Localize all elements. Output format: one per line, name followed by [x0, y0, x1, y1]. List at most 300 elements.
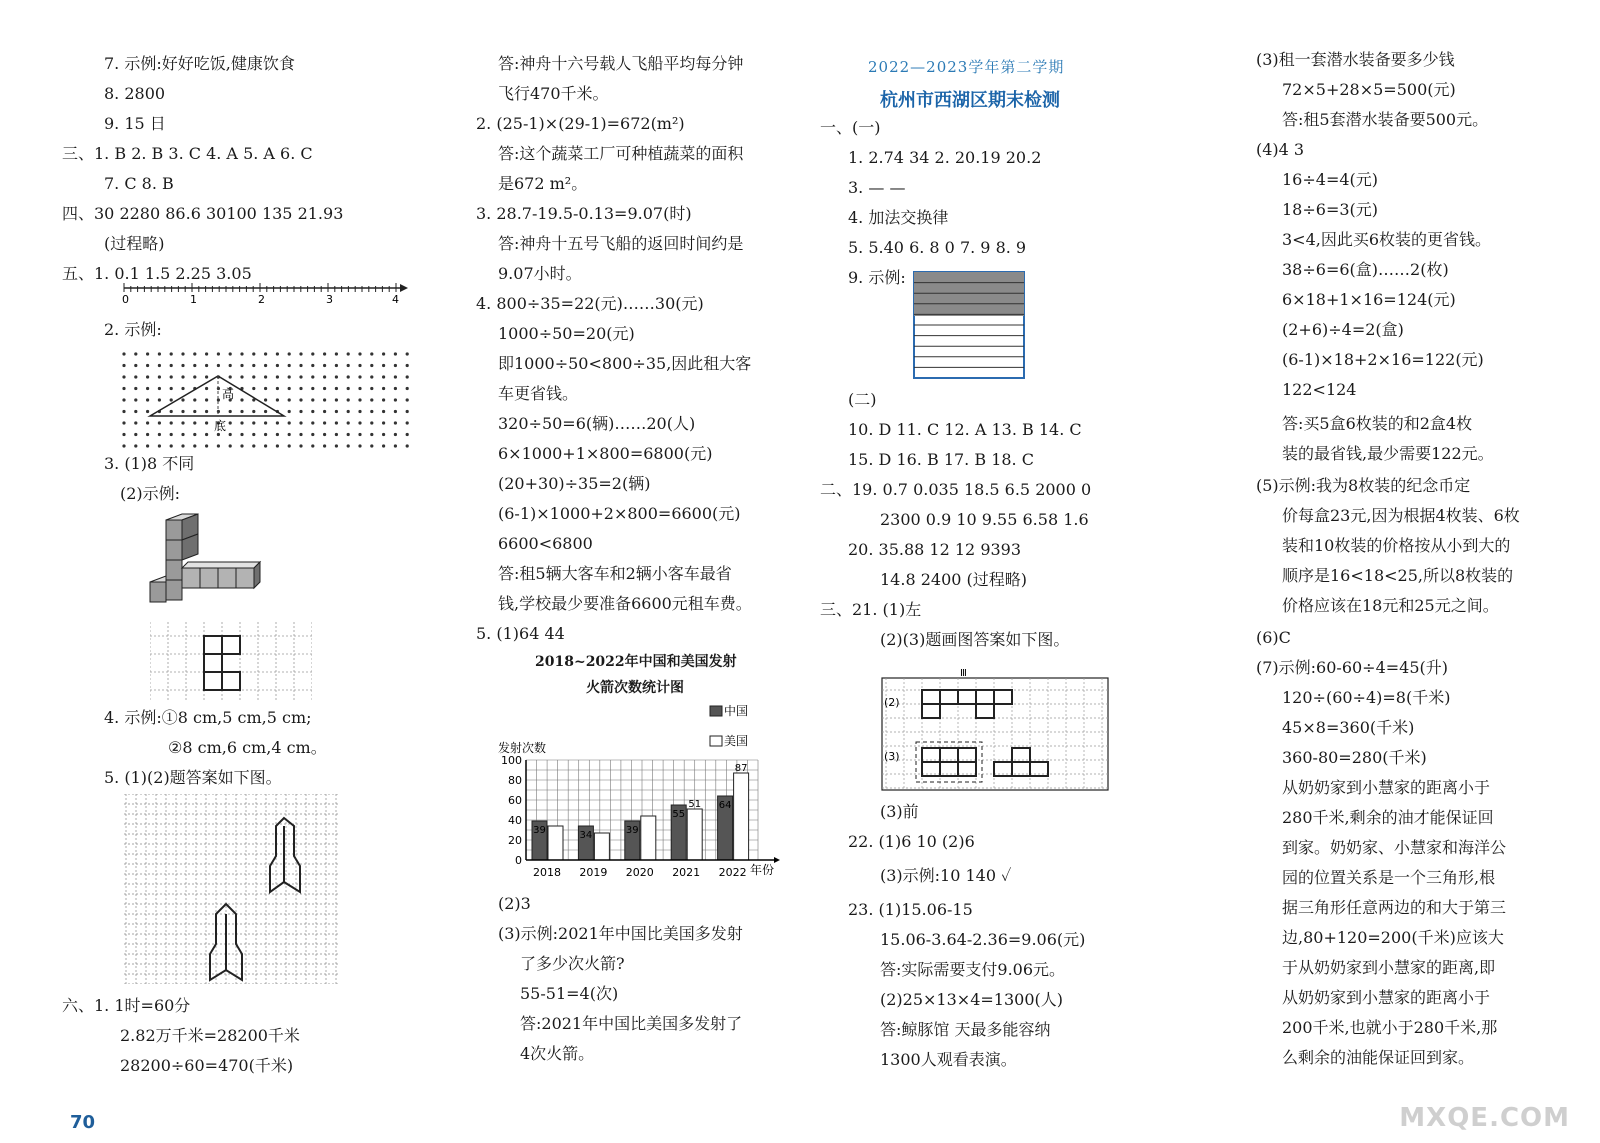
grid-dot — [134, 387, 137, 390]
grid-dot — [276, 352, 279, 355]
answer-line: 9.07小时。 — [498, 264, 582, 283]
grid-dot — [240, 421, 243, 424]
answer-line: 1. 2.74 34 2. 20.19 20.2 — [848, 148, 1042, 167]
bar-value-label: 87 — [734, 763, 748, 774]
grid-dot — [382, 444, 385, 447]
grid-dot — [264, 364, 267, 367]
answer-line: 六、1. 1时=60分 — [62, 996, 191, 1015]
grid-dot — [229, 433, 232, 436]
grid-dot — [229, 410, 232, 413]
grid-dot — [170, 375, 173, 378]
bar-chart — [496, 700, 784, 882]
answer-line: 9. 15 日 — [104, 114, 166, 133]
answer-line: 9. 示例: — [848, 268, 906, 287]
answer-line: 答:神舟十六号载人飞船平均每分钟 — [498, 54, 744, 73]
grid-dot — [181, 375, 184, 378]
grid-dot — [146, 352, 149, 355]
answer-line: 车更省钱。 — [498, 384, 579, 403]
answer-line: (3)前 — [880, 802, 919, 821]
cube-structure — [148, 512, 268, 608]
grid-dot — [205, 387, 208, 390]
grid-dot — [146, 387, 149, 390]
grid-dot — [193, 444, 196, 447]
grid-dot — [240, 410, 243, 413]
grid-dot — [370, 398, 373, 401]
grid-dot — [264, 398, 267, 401]
grid-dot — [229, 375, 232, 378]
grid-dot — [217, 433, 220, 436]
answer-line: 二、19. 0.7 0.035 18.5 6.5 2000 0 — [820, 480, 1092, 499]
grid-dot — [205, 433, 208, 436]
grid-dot — [335, 410, 338, 413]
grid-dot — [134, 444, 137, 447]
grid-dot — [252, 421, 255, 424]
grid-dot — [205, 410, 208, 413]
answer-line: 4. 加法交换律 — [848, 208, 949, 227]
grid-dot — [382, 433, 385, 436]
answer-line: (6-1)×1000+2×800=6600(元) — [498, 504, 741, 523]
grid-dot — [276, 398, 279, 401]
watermark: MXQE.COM — [1399, 1103, 1570, 1133]
grid-dot — [217, 364, 220, 367]
grid-dot — [170, 364, 173, 367]
grid-dot — [193, 421, 196, 424]
grid-dot — [122, 375, 125, 378]
answer-line: 四、30 2280 86.6 30100 135 21.93 — [62, 204, 344, 223]
grid-dot — [288, 387, 291, 390]
answer-line: 7. C 8. B — [104, 174, 174, 193]
grid-dot — [181, 352, 184, 355]
grid-dot — [193, 410, 196, 413]
grid-dot — [288, 421, 291, 424]
answer-line: 么剩余的油能保证回到家。 — [1282, 1048, 1475, 1067]
grid-dot — [276, 421, 279, 424]
grid-dot — [335, 387, 338, 390]
answer-line: (5)示例:我为8枚装的纪念币定 — [1256, 476, 1471, 495]
answer-line: 是672 m²。 — [498, 174, 588, 193]
grid-dot — [252, 433, 255, 436]
answer-line: 钱,学校最少要准备6600元租车费。 — [498, 594, 752, 613]
answer-line: 16÷4=4(元) — [1282, 170, 1379, 189]
answer-line: (6-1)×18+2×16=122(元) — [1282, 350, 1484, 369]
grid-dot — [347, 398, 350, 401]
grid-dot — [335, 364, 338, 367]
grid-dot — [240, 444, 243, 447]
answer-line: 价每盒23元,因为根据4枚装、6枚 — [1282, 506, 1520, 525]
answer-line: 于从奶奶家到小慧家的距离,即 — [1282, 958, 1496, 977]
answer-line: 据三角形任意两边的和大于第三 — [1282, 898, 1507, 917]
grid-dot — [335, 398, 338, 401]
y-tick-label: 20 — [508, 834, 522, 847]
grid-dot — [382, 375, 385, 378]
grid-dot — [205, 398, 208, 401]
answer-line: (二) — [848, 390, 877, 409]
legend-label: 美国 — [724, 734, 749, 748]
grid-label: (3) — [884, 750, 900, 763]
answer-line: 飞行470千米。 — [498, 84, 609, 103]
answer-line: (3)租一套潜水装备要多少钱 — [1256, 50, 1455, 69]
answer-line: 三、21. (1)左 — [820, 600, 922, 619]
grid-dot — [358, 375, 361, 378]
chart-subtitle: 火箭次数统计图 — [586, 680, 684, 696]
grid-dot — [170, 352, 173, 355]
answer-line: 即1000÷50<800÷35,因此租大客 — [498, 354, 752, 373]
grid-dot — [394, 352, 397, 355]
bar-value-label: 39 — [533, 825, 546, 836]
answer-line: 14.8 2400 (过程略) — [880, 570, 1028, 589]
grid-dot — [122, 433, 125, 436]
triangle — [150, 376, 284, 416]
grid-dot — [299, 444, 302, 447]
fraction-rectangle — [912, 270, 1032, 382]
answer-line: 320÷50=6(辆)……20(人) — [498, 414, 696, 433]
answer-line: 5. 5.40 6. 8 0 7. 9 8. 9 — [848, 238, 1027, 257]
grid-dot — [347, 433, 350, 436]
grid-dot — [158, 398, 161, 401]
answer-line: 2. (25-1)×(29-1)=672(m²) — [476, 114, 685, 133]
bar-value-label: 55 — [672, 809, 686, 820]
grid-dot — [406, 387, 409, 390]
answer-line: 280千米,剩余的油才能保证回 — [1282, 808, 1494, 827]
grid-dot — [358, 410, 361, 413]
grid-dot — [134, 410, 137, 413]
grid-dot — [122, 352, 125, 355]
grid-dot — [394, 410, 397, 413]
answer-line: 120÷(60÷4)=8(千米) — [1282, 688, 1451, 707]
grid-dot — [205, 364, 208, 367]
grid-dot — [335, 444, 338, 447]
grid-dot — [347, 444, 350, 447]
answer-line: 价格应该在18元和25元之间。 — [1282, 596, 1499, 615]
answer-line: 1000÷50=20(元) — [498, 324, 635, 343]
grid-dot — [323, 375, 326, 378]
answer-line: 答:2021年中国比美国多发射了 — [520, 1014, 743, 1033]
answer-line: 28200÷60=470(千米) — [120, 1056, 294, 1075]
grid-dot — [276, 387, 279, 390]
grid-dot — [299, 398, 302, 401]
grid-dot — [370, 387, 373, 390]
grid-dot — [311, 444, 314, 447]
grid-dot — [240, 398, 243, 401]
answer-line: 4次火箭。 — [520, 1044, 595, 1063]
grid-dot — [406, 364, 409, 367]
number-line-tick: 4 — [392, 293, 399, 306]
grid-dot — [181, 444, 184, 447]
grid-dot — [134, 375, 137, 378]
grid-dot — [134, 421, 137, 424]
answer-line: 从奶奶家到小慧家的距离小于 — [1282, 988, 1491, 1007]
grid-dot — [181, 364, 184, 367]
grid-dot — [193, 352, 196, 355]
answer-line: 答:实际需要支付9.06元。 — [880, 960, 1066, 979]
grid-dot — [335, 352, 338, 355]
grid-dot — [394, 375, 397, 378]
grid-dot — [394, 387, 397, 390]
grid-dot — [229, 444, 232, 447]
grid-dot — [358, 387, 361, 390]
grid-dot — [394, 444, 397, 447]
grid-dot — [347, 375, 350, 378]
answer-line: 边,80+120=200(千米)应该大 — [1282, 928, 1504, 947]
answer-line: 5. (1)64 44 — [476, 624, 565, 643]
number-line-tick: 0 — [122, 293, 129, 306]
answer-line: 五、1. 0.1 1.5 2.25 3.05 — [62, 264, 252, 283]
page-number: 70 — [70, 1112, 96, 1133]
grid-dot — [323, 444, 326, 447]
grid-dot — [146, 421, 149, 424]
grid-dot — [158, 444, 161, 447]
grid-dot — [217, 444, 220, 447]
grid-dot — [358, 364, 361, 367]
grid-dot — [193, 398, 196, 401]
drawing-grid — [880, 664, 1112, 794]
grid-dot — [193, 364, 196, 367]
bar-value-label: 39 — [625, 825, 639, 836]
grid-dot — [370, 444, 373, 447]
answer-line: 360-80=280(千米) — [1282, 748, 1427, 767]
grid-dot — [158, 387, 161, 390]
answer-line: 55-51=4(次) — [520, 984, 619, 1003]
answer-line: (4)4 3 — [1256, 140, 1305, 159]
answer-line: 20. 35.88 12 12 9393 — [848, 540, 1022, 559]
grid-dot — [311, 410, 314, 413]
grid-dot — [323, 364, 326, 367]
grid-dot — [382, 364, 385, 367]
answer-line: 5. (1)(2)题答案如下图。 — [104, 768, 282, 787]
answer-line: 答:这个蔬菜工厂可种植蔬菜的面积 — [498, 144, 744, 163]
grid-dot — [323, 398, 326, 401]
answer-line: (过程略) — [104, 234, 165, 253]
legend-label: 中国 — [724, 704, 749, 718]
legend-swatch-china — [710, 706, 722, 716]
grid-dot — [170, 444, 173, 447]
x-axis-label: 年份 — [750, 863, 775, 877]
answer-line: 答:鲸豚馆 天最多能容纳 — [880, 1020, 1051, 1039]
grid-dot — [252, 352, 255, 355]
answer-line: (3)示例:2021年中国比美国多发射 — [498, 924, 743, 943]
grid-dot — [158, 352, 161, 355]
grid-dot — [311, 375, 314, 378]
grid-dot — [276, 433, 279, 436]
triangle-label: 底 — [214, 419, 227, 433]
grid-dot — [311, 398, 314, 401]
grid-dot — [394, 398, 397, 401]
grid-dot — [382, 387, 385, 390]
number-line-tick: 1 — [190, 293, 197, 306]
grid-dot — [311, 352, 314, 355]
answer-line: (7)示例:60-60÷4=45(升) — [1256, 658, 1449, 677]
bar-value-label: 64 — [718, 800, 732, 811]
answer-line: 18÷6=3(元) — [1282, 200, 1379, 219]
grid-dot — [311, 364, 314, 367]
grid-dot — [382, 421, 385, 424]
grid-dot — [122, 410, 125, 413]
answer-line: 23. (1)15.06-15 — [848, 900, 973, 919]
grid-dot — [146, 433, 149, 436]
grid-dot — [382, 398, 385, 401]
grid-dot — [288, 364, 291, 367]
grid-dot — [122, 444, 125, 447]
grid-dot — [299, 375, 302, 378]
answer-line: 4. 示例:①8 cm,5 cm,5 cm; — [104, 708, 312, 727]
grid-dot — [406, 421, 409, 424]
grid-dot — [311, 387, 314, 390]
bar-value-label: 34 — [579, 830, 593, 841]
y-tick-label: 60 — [508, 794, 522, 807]
grid-dot — [288, 433, 291, 436]
number-line-tick: 2 — [258, 293, 265, 306]
grid-dot — [122, 387, 125, 390]
section-header-year: 2022—2023学年第二学期 — [868, 58, 1065, 76]
grid-dot — [288, 444, 291, 447]
grid-dot — [170, 410, 173, 413]
grid-dot — [276, 375, 279, 378]
grid-dot — [193, 433, 196, 436]
answer-line: 6600<6800 — [498, 534, 593, 553]
x-tick-label: 2019 — [579, 866, 608, 879]
grid-label: (2) — [884, 696, 900, 709]
grid-dot — [347, 387, 350, 390]
answer-line: (2)3 — [498, 894, 531, 913]
y-axis-label: 发射次数 — [498, 741, 547, 755]
grid-dot — [311, 433, 314, 436]
grid-dot — [134, 352, 137, 355]
grid-dot — [347, 364, 350, 367]
grid-dot — [181, 387, 184, 390]
answer-line: ②8 cm,6 cm,4 cm。 — [168, 738, 327, 757]
grid-dot — [370, 375, 373, 378]
chart-title: 2018~2022年中国和美国发射 — [535, 654, 737, 670]
number-line — [120, 282, 410, 306]
answer-line: 6×1000+1×800=6800(元) — [498, 444, 713, 463]
grid-dot — [299, 364, 302, 367]
grid-dot — [146, 375, 149, 378]
grid-dot — [406, 398, 409, 401]
x-tick-label: 2022 — [718, 866, 747, 879]
grid-dot — [146, 364, 149, 367]
grid-dot — [299, 352, 302, 355]
answer-line: 15. D 16. B 17. B 18. C — [848, 450, 1034, 469]
grid-dot — [382, 352, 385, 355]
answer-line: 122<124 — [1282, 380, 1357, 399]
answer-line: 装和10枚装的价格按从小到大的 — [1282, 536, 1511, 555]
grid-dot — [122, 364, 125, 367]
grid-dot — [264, 421, 267, 424]
answer-line: 三、1. B 2. B 3. C 4. A 5. A 6. C — [62, 144, 313, 163]
grid-dot — [146, 410, 149, 413]
grid-dot — [158, 433, 161, 436]
answer-line: 2300 0.9 10 9.55 6.58 1.6 — [880, 510, 1089, 529]
answer-line: 1300人观看表演。 — [880, 1050, 1017, 1069]
grid-dot — [170, 387, 173, 390]
bar-usa — [548, 826, 563, 860]
answer-line: (2+6)÷4=2(盒) — [1282, 320, 1404, 339]
grid-dot — [358, 433, 361, 436]
x-tick-label: 2018 — [533, 866, 561, 879]
answer-line: 答:神舟十五号飞船的返回时间约是 — [498, 234, 744, 253]
grid-dot — [370, 421, 373, 424]
answer-line: 4. 800÷35=22(元)……30(元) — [476, 294, 704, 313]
answer-line: 一、(一) — [820, 118, 881, 137]
grid-dot — [288, 352, 291, 355]
grid-dot — [347, 410, 350, 413]
grid-dot — [276, 364, 279, 367]
grid-dot — [240, 364, 243, 367]
grid-dot — [335, 433, 338, 436]
grid-dot — [146, 444, 149, 447]
grid-dot — [370, 433, 373, 436]
grid-dot — [170, 421, 173, 424]
grid-dot — [370, 410, 373, 413]
grid-dot — [358, 352, 361, 355]
triangle-label: 高 — [222, 387, 235, 401]
grid-dot — [205, 444, 208, 447]
answer-line: 72×5+28×5=500(元) — [1282, 80, 1456, 99]
rocket-grid — [124, 794, 338, 984]
grid-dot — [252, 387, 255, 390]
number-line-tick: 3 — [326, 293, 333, 306]
grid-dot — [205, 375, 208, 378]
answer-line: 3. (1)8 不同 — [104, 454, 195, 473]
legend-swatch-usa — [710, 736, 722, 746]
grid-dot — [240, 375, 243, 378]
bar-usa — [734, 773, 749, 860]
grid-dot — [122, 398, 125, 401]
answer-line: (20+30)÷35=2(辆) — [498, 474, 651, 493]
grid-dot — [264, 410, 267, 413]
answer-line: 2.82万千米=28200千米 — [120, 1026, 300, 1045]
answer-line: 到家。奶奶家、小慧家和海洋公 — [1282, 838, 1507, 857]
grid-dot — [323, 352, 326, 355]
grid-dot — [347, 421, 350, 424]
grid-dot — [122, 421, 125, 424]
answer-line: 答:租5辆大客车和2辆小客车最省 — [498, 564, 732, 583]
grid-dot — [134, 398, 137, 401]
grid-dot — [181, 433, 184, 436]
grid-dot — [323, 433, 326, 436]
grid-dot — [158, 364, 161, 367]
answer-line: (2)25×13×4=1300(人) — [880, 990, 1063, 1009]
answer-line: (2)(3)题画图答案如下图。 — [880, 630, 1070, 649]
answer-line: 顺序是16<18<25,所以8枚装的 — [1282, 566, 1514, 585]
answer-line: 了多少次火箭? — [520, 954, 625, 973]
grid-dot — [406, 433, 409, 436]
grid-dot — [323, 410, 326, 413]
grid-dot — [394, 364, 397, 367]
grid-dot — [252, 375, 255, 378]
grid-dot — [299, 410, 302, 413]
grid-dot — [193, 375, 196, 378]
y-tick-label: 0 — [515, 854, 522, 867]
grid-dot — [288, 398, 291, 401]
grid-dot — [217, 352, 220, 355]
bar-usa — [687, 809, 702, 860]
answer-line: 200千米,也就小于280千米,那 — [1282, 1018, 1498, 1037]
grid-dot — [264, 433, 267, 436]
grid-dot — [382, 410, 385, 413]
x-tick-label: 2020 — [625, 866, 654, 879]
grid-dot — [406, 375, 409, 378]
grid-dot — [311, 421, 314, 424]
answer-line: 15.06-3.64-2.36=9.06(元) — [880, 930, 1086, 949]
answer-line: (2)示例: — [120, 484, 181, 503]
grid-dot — [394, 421, 397, 424]
y-tick-label: 80 — [508, 774, 522, 787]
view-grid — [150, 622, 312, 704]
grid-dot — [205, 352, 208, 355]
x-tick-label: 2021 — [672, 866, 701, 879]
grid-dot — [358, 444, 361, 447]
